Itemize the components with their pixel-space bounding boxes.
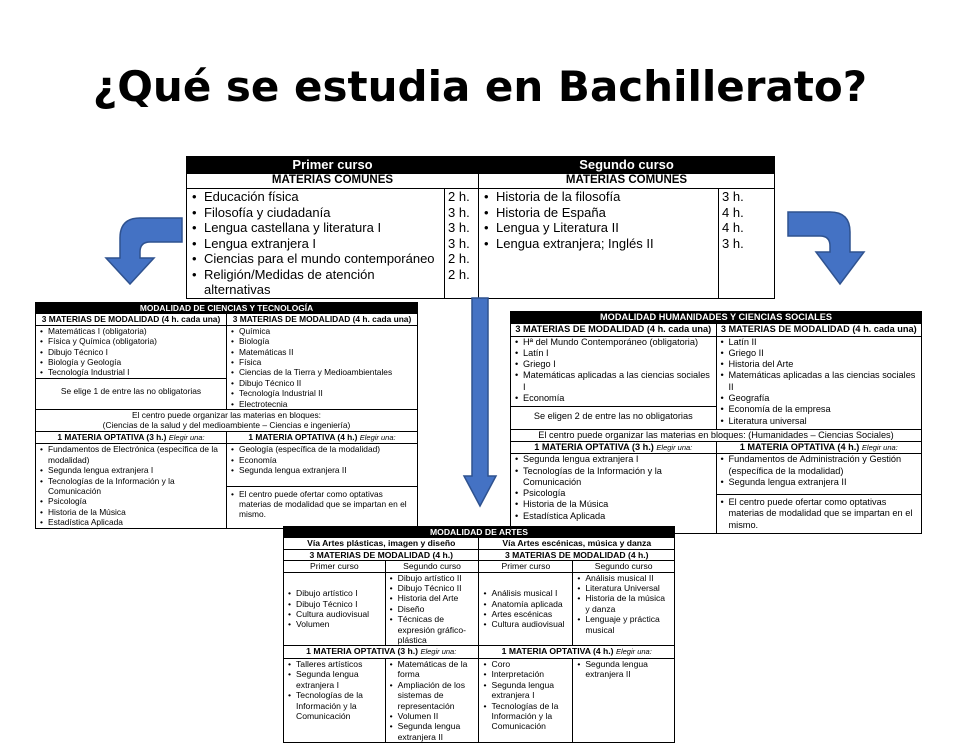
list-item: • Volumen II [398, 711, 476, 721]
mod-label: 3 MATERIAS DE MODALIDAD (4 h. cada una) [511, 324, 717, 336]
hours-value: 3 h. [722, 189, 744, 204]
list-item: • Lengua castellana y literatura I [204, 220, 441, 236]
optativa-note [717, 494, 922, 533]
common-label-first: MATERIAS COMUNES [187, 174, 479, 189]
list-item: • Segunda lengua extranjera I [48, 465, 223, 475]
list-item: • Historia de la filosofía [496, 189, 715, 205]
list-item: • Matemáticas aplicadas a las ciencias sociales I [523, 370, 713, 393]
list-item: • Historia de la Música [48, 507, 223, 517]
choose-label: Elegir una: [615, 647, 652, 657]
list-item: • Economía [239, 455, 414, 465]
mod-label: 3 MATERIAS DE MODALIDAD (4 h.) [479, 549, 675, 560]
course-label: Segundo curso [385, 561, 479, 572]
list-item: • Dibujo Técnico II [398, 583, 476, 593]
list-item: • Griego I [523, 359, 713, 370]
list-item: • Segunda lengua extranjera II [239, 465, 414, 475]
second-year-hours [719, 189, 775, 299]
hours-value: 3 h. [448, 235, 470, 251]
list-item: • Tecnologías de la Información y la Comunicación [296, 690, 382, 721]
via-label: Vía Artes plásticas, imagen y diseño [284, 538, 479, 549]
optativa-label [227, 431, 418, 443]
hours-value: 2 h. [448, 251, 470, 266]
list-item: • Religión/Medidas de atención alternativas [204, 267, 441, 298]
optativa-label [511, 441, 717, 453]
optativa-title: 1 MATERIA OPTATIVA (3 h.) [57, 431, 167, 442]
choose-label: Elegir una: [420, 647, 457, 657]
list-item: • Latín II [729, 337, 919, 348]
list-item: • Historia del Arte [729, 359, 919, 370]
list-item: • Filosofía y ciudadanía [204, 205, 441, 221]
list-item: • Psicología [48, 496, 223, 506]
down-arrow-icon [462, 296, 498, 510]
list-item: • Lengua y Literatura II [496, 220, 715, 236]
list-item: • Fundamentos de Administración y Gestión (específica de la modalidad) [729, 454, 919, 477]
curved-arrow-left-icon [100, 208, 190, 288]
list-item: • Segunda lengua extranjera II [729, 477, 919, 488]
optativa-title: 1 MATERIA OPTATIVA (3 h.) [534, 441, 654, 452]
list-item: • Tecnologías de la Información y la Comunicación [491, 701, 569, 732]
choose-label: Elegir una: [656, 442, 693, 452]
list-item: • Matemáticas de la forma [398, 659, 476, 680]
optativa-label [36, 431, 227, 443]
list-item: • Física [239, 357, 414, 367]
list-item: • Tecnologías de la Información y la Comunicación [523, 466, 713, 489]
v1-second-year [385, 572, 479, 646]
list-item: • Diseño [398, 604, 476, 614]
list-item: • Matemáticas II [239, 347, 414, 357]
list-item: • Química [239, 326, 414, 336]
list-item: • Electrotecnia [239, 399, 414, 409]
list-item: • Tecnologías de la Información y la Comunicación [48, 476, 223, 497]
first-year-hours [445, 189, 479, 299]
list-item: • Dibujo Técnico I [296, 599, 382, 609]
optativas-second [716, 454, 922, 534]
list-item: • Historia de España [496, 205, 715, 221]
list-item: • Biología y Geología [48, 357, 223, 367]
humanidades-title: MODALIDAD HUMANIDADES Y CIENCIAS SOCIALES [511, 312, 922, 324]
curved-arrow-right-icon [782, 208, 872, 288]
course-label: Segundo curso [573, 561, 675, 572]
list-item: • El centro puede ofertar como optativas materias de modalidad que se impartan en el mismo. [239, 489, 414, 520]
list-item: • Segunda lengua extranjera II [398, 721, 476, 742]
first-year-header: Primer curso [187, 157, 479, 174]
list-item: • Historia de la Música [523, 499, 713, 510]
hours-value: 4 h. [722, 220, 744, 235]
list-item: • Dibujo artístico I [296, 588, 382, 598]
mod-label: 3 MATERIAS DE MODALIDAD (4 h.) [284, 549, 479, 560]
list-item: • Talleres artísticos [296, 659, 382, 669]
choose-label: Elegir una: [168, 432, 205, 442]
list-item: • Tecnología Industrial I [48, 367, 223, 377]
second-year-modality [227, 325, 418, 409]
optativa-title: 1 MATERIA OPTATIVA (4 h.) [501, 646, 614, 657]
list-item: • Lenguaje y práctica musical [585, 614, 671, 635]
second-year-subjects [479, 189, 719, 299]
second-year-header: Segundo curso [479, 157, 775, 174]
list-item: • Coro [491, 659, 569, 669]
list-item: • Estadística Aplicada [523, 511, 713, 522]
choose-label: Elegir una: [359, 432, 396, 442]
blocks-line: El centro puede organizar las materias en bloques: [131, 410, 321, 421]
v2-second-year [573, 572, 675, 646]
list-item: • Psicología [523, 488, 713, 499]
humanidades-table [510, 311, 922, 534]
hours-value: 4 h. [722, 204, 744, 220]
first-year-subjects [187, 189, 445, 299]
list-item: • Segunda lengua extranjera I [296, 669, 382, 690]
list-item: • Anatomía aplicada [491, 599, 569, 609]
common-subjects-table [186, 156, 774, 297]
list-item: • Cultura audiovisual [491, 619, 569, 629]
optativas-first [36, 444, 227, 528]
optativa-label [479, 646, 675, 658]
list-item: • Estadística Aplicada [48, 517, 223, 527]
list-item: • Fundamentos de Electrónica (específica de la modalidad) [48, 444, 223, 465]
optativas-second [227, 444, 418, 528]
page-title: ¿Qué se estudia en Bachillerato? [92, 62, 868, 111]
list-item: • Ampliación de los sistemas de representación [398, 680, 476, 711]
list-item: • El centro puede ofertar como optativas materias de modalidad que se impartan en el mismo. [729, 497, 919, 531]
optativa-label [284, 646, 479, 658]
list-item: • Historia del Arte [398, 593, 476, 603]
v1-optativas-a [284, 658, 386, 742]
blocks-note [36, 410, 418, 432]
list-item: • Ciencias para el mundo contemporáneo [204, 251, 441, 267]
via-label: Vía Artes escénicas, música y danza [479, 538, 675, 549]
v2-first-year [479, 572, 573, 646]
artes-table [283, 526, 675, 743]
list-item: • Dibujo Técnico I [48, 347, 223, 357]
list-item: • Tecnología Industrial II [239, 388, 414, 398]
choice-note: Se eligen 2 de entre las no obligatorias [511, 406, 716, 428]
list-item: • Volumen [296, 619, 382, 629]
mod-label: 3 MATERIAS DE MODALIDAD (4 h. cada una) [227, 314, 418, 325]
v2-optativas-b [573, 658, 675, 742]
hours-value: 2 h. [448, 189, 470, 204]
list-item: • Matemáticas I (obligatoria) [48, 326, 223, 336]
blocks-line: (Ciencias de la salud y del medioambiente – Ciencias e ingeniería) [102, 420, 351, 431]
list-item: • Hª del Mundo Contemporáneo (obligatoria) [523, 337, 713, 348]
artes-title: MODALIDAD DE ARTES [284, 527, 675, 538]
list-item: • Dibujo artístico II [398, 573, 476, 583]
list-item: • Técnicas de expresión gráfico-plástica [398, 614, 476, 645]
list-item: • Geografía [729, 393, 919, 404]
list-item: • Biología [239, 336, 414, 346]
optativa-note [227, 486, 417, 523]
list-item: • Lengua extranjera I [204, 236, 441, 252]
hours-value: 3 h. [722, 235, 744, 251]
list-item: • Segunda lengua extranjera I [523, 454, 713, 465]
list-item: • Economía de la empresa [729, 404, 919, 415]
list-item: • Cultura audiovisual [296, 609, 382, 619]
hours-value: 3 h. [448, 220, 470, 235]
ciencias-table [35, 302, 418, 529]
list-item: • Interpretación [491, 669, 569, 679]
common-label-second: MATERIAS COMUNES [479, 174, 775, 189]
hours-value: 3 h. [448, 204, 470, 220]
choice-note: Se elige 1 de entre las no obligatorias [36, 378, 226, 405]
choose-label: Elegir una: [861, 442, 898, 452]
list-item: • Artes escénicas [491, 609, 569, 619]
second-year-modality [716, 336, 922, 429]
list-item: • Latín I [523, 348, 713, 359]
list-item: • Física y Química (obligatoria) [48, 336, 223, 346]
course-label: Primer curso [284, 561, 386, 572]
list-item: • Segunda lengua extranjera I [491, 680, 569, 701]
ciencias-title: MODALIDAD DE CIENCIAS Y TECNOLOGÍA [36, 303, 418, 314]
optativas-first [511, 454, 717, 534]
list-item: • Literatura Universal [585, 583, 671, 593]
hours-value: 2 h. [448, 266, 470, 282]
optativa-title: 1 MATERIA OPTATIVA (4 h.) [739, 441, 860, 452]
optativa-title: 1 MATERIA OPTATIVA (3 h.) [306, 646, 419, 657]
list-item: • Literatura universal [729, 416, 919, 427]
list-item: • Geología (específica de la modalidad) [239, 444, 414, 454]
list-item: • Análisis musical I [491, 588, 569, 598]
v2-optativas-a [479, 658, 573, 742]
list-item: • Historia de la música y danza [585, 593, 671, 614]
first-year-modality [36, 325, 227, 409]
first-year-modality [511, 336, 717, 429]
list-item: • Educación física [204, 189, 441, 205]
list-item: • Lengua extranjera; Inglés II [496, 236, 715, 252]
optativa-title: 1 MATERIA OPTATIVA (4 h.) [248, 431, 358, 442]
v1-first-year [284, 572, 386, 646]
list-item: • Economía [523, 393, 713, 404]
list-item: • Ciencias de la Tierra y Medioambientales [239, 367, 414, 377]
list-item: • Dibujo Técnico II [239, 378, 414, 388]
mod-label: 3 MATERIAS DE MODALIDAD (4 h. cada una) [716, 324, 922, 336]
list-item: • Segunda lengua extranjera II [585, 659, 671, 680]
list-item: • Matemáticas aplicadas a las ciencias sociales II [729, 370, 919, 393]
mod-label: 3 MATERIAS DE MODALIDAD (4 h. cada una) [36, 314, 227, 325]
list-item: • Análisis musical II [585, 573, 671, 583]
v1-optativas-b [385, 658, 479, 742]
course-label: Primer curso [479, 561, 573, 572]
optativa-label [716, 441, 922, 453]
list-item: • Griego II [729, 348, 919, 359]
blocks-note: El centro puede organizar las materias en bloques: (Humanidades – Ciencias Sociales) [511, 429, 922, 441]
